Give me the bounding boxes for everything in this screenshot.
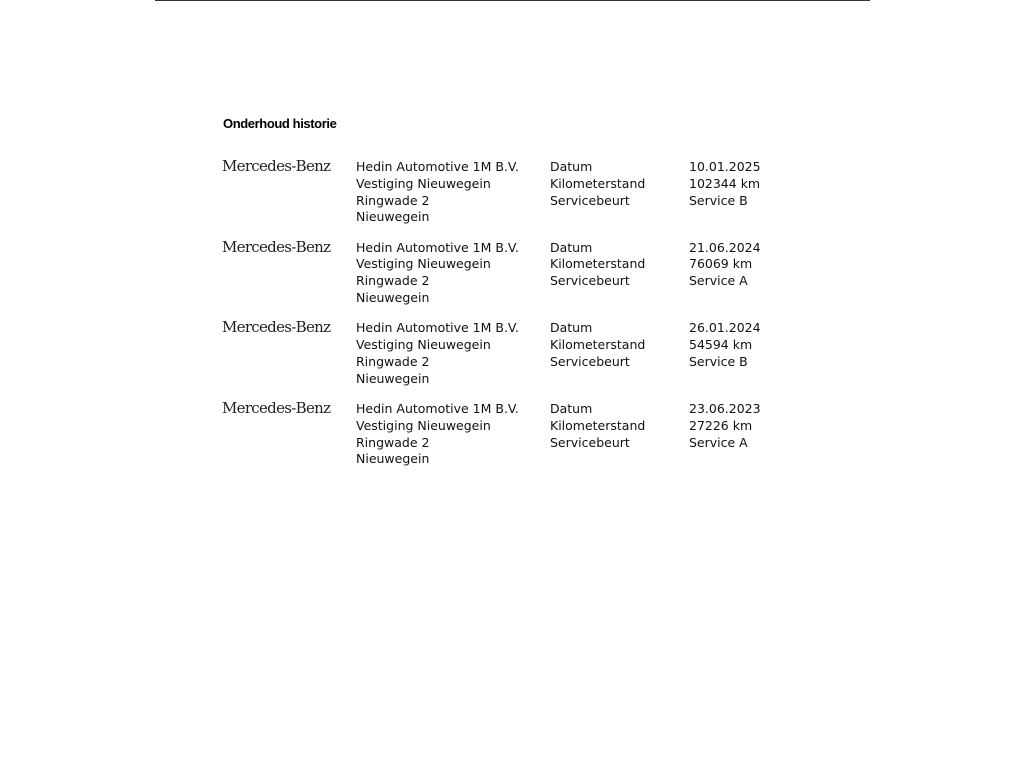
section-title: Onderhoud historie xyxy=(223,116,337,131)
mileage-label: Kilometerstand xyxy=(550,256,646,272)
brand-logo-text: Mercedes-Benz xyxy=(222,157,331,175)
dealer-city: Nieuwegein xyxy=(356,451,430,467)
dealer-address xyxy=(356,240,519,307)
dealer-street: Ringwade 2 xyxy=(356,434,430,450)
dealer-street: Ringwade 2 xyxy=(356,192,430,208)
date-value: 26.01.2024 xyxy=(689,320,761,336)
service-value: Service A xyxy=(689,434,748,450)
service-label: Servicebeurt xyxy=(550,434,630,450)
field-values xyxy=(689,159,761,209)
service-label: Servicebeurt xyxy=(550,273,630,289)
field-values xyxy=(689,320,761,370)
service-entry xyxy=(222,157,842,238)
service-entry xyxy=(222,318,842,399)
mileage-label: Kilometerstand xyxy=(550,337,646,353)
field-labels xyxy=(550,401,645,451)
dealer-city: Nieuwegein xyxy=(356,290,430,306)
service-value: Service A xyxy=(689,273,748,289)
brand-logo-text: Mercedes-Benz xyxy=(222,399,331,418)
field-labels xyxy=(550,159,645,209)
dealer-branch: Vestiging Nieuwegein xyxy=(356,337,491,353)
mileage-label: Kilometerstand xyxy=(550,175,646,191)
field-values xyxy=(689,401,761,451)
service-label: Servicebeurt xyxy=(550,353,630,369)
dealer-street: Ringwade 2 xyxy=(356,273,430,289)
brand-logo-text: Mercedes-Benz xyxy=(222,318,331,337)
date-value: 23.06.2023 xyxy=(689,401,761,417)
service-value: Service B xyxy=(689,353,748,369)
date-label: Datum xyxy=(550,320,593,336)
dealer-branch: Vestiging Nieuwegein xyxy=(356,175,491,191)
dealer-name: Hedin Automotive 1M B.V. xyxy=(356,239,519,255)
dealer-address xyxy=(356,159,519,226)
service-history-list xyxy=(222,157,842,480)
date-value: 21.06.2024 xyxy=(689,239,761,255)
dealer-name: Hedin Automotive 1M B.V. xyxy=(356,320,519,336)
date-value: 10.01.2025 xyxy=(689,159,761,174)
field-labels xyxy=(550,320,645,370)
service-label: Servicebeurt xyxy=(550,192,630,208)
mileage-value: 76069 km xyxy=(689,256,753,272)
date-label: Datum xyxy=(550,239,593,255)
brand-logo-text: Mercedes-Benz xyxy=(222,237,331,256)
mileage-label: Kilometerstand xyxy=(550,417,646,433)
mileage-value: 54594 km xyxy=(689,337,753,353)
service-entry xyxy=(222,399,842,480)
dealer-street: Ringwade 2 xyxy=(356,353,430,369)
dealer-branch: Vestiging Nieuwegein xyxy=(356,256,491,272)
service-value: Service B xyxy=(689,192,748,208)
top-divider xyxy=(155,0,870,1)
dealer-city: Nieuwegein xyxy=(356,370,430,386)
dealer-city: Nieuwegein xyxy=(356,209,430,225)
field-labels xyxy=(550,240,645,290)
dealer-address xyxy=(356,320,519,387)
dealer-branch: Vestiging Nieuwegein xyxy=(356,417,491,433)
field-values xyxy=(689,240,761,290)
dealer-name: Hedin Automotive 1M B.V. xyxy=(356,159,519,174)
dealer-address xyxy=(356,401,519,468)
service-entry xyxy=(222,238,842,319)
date-label: Datum xyxy=(550,159,593,174)
dealer-name: Hedin Automotive 1M B.V. xyxy=(356,401,519,417)
mileage-value: 102344 km xyxy=(689,175,761,191)
mileage-value: 27226 km xyxy=(689,417,753,433)
date-label: Datum xyxy=(550,401,593,417)
